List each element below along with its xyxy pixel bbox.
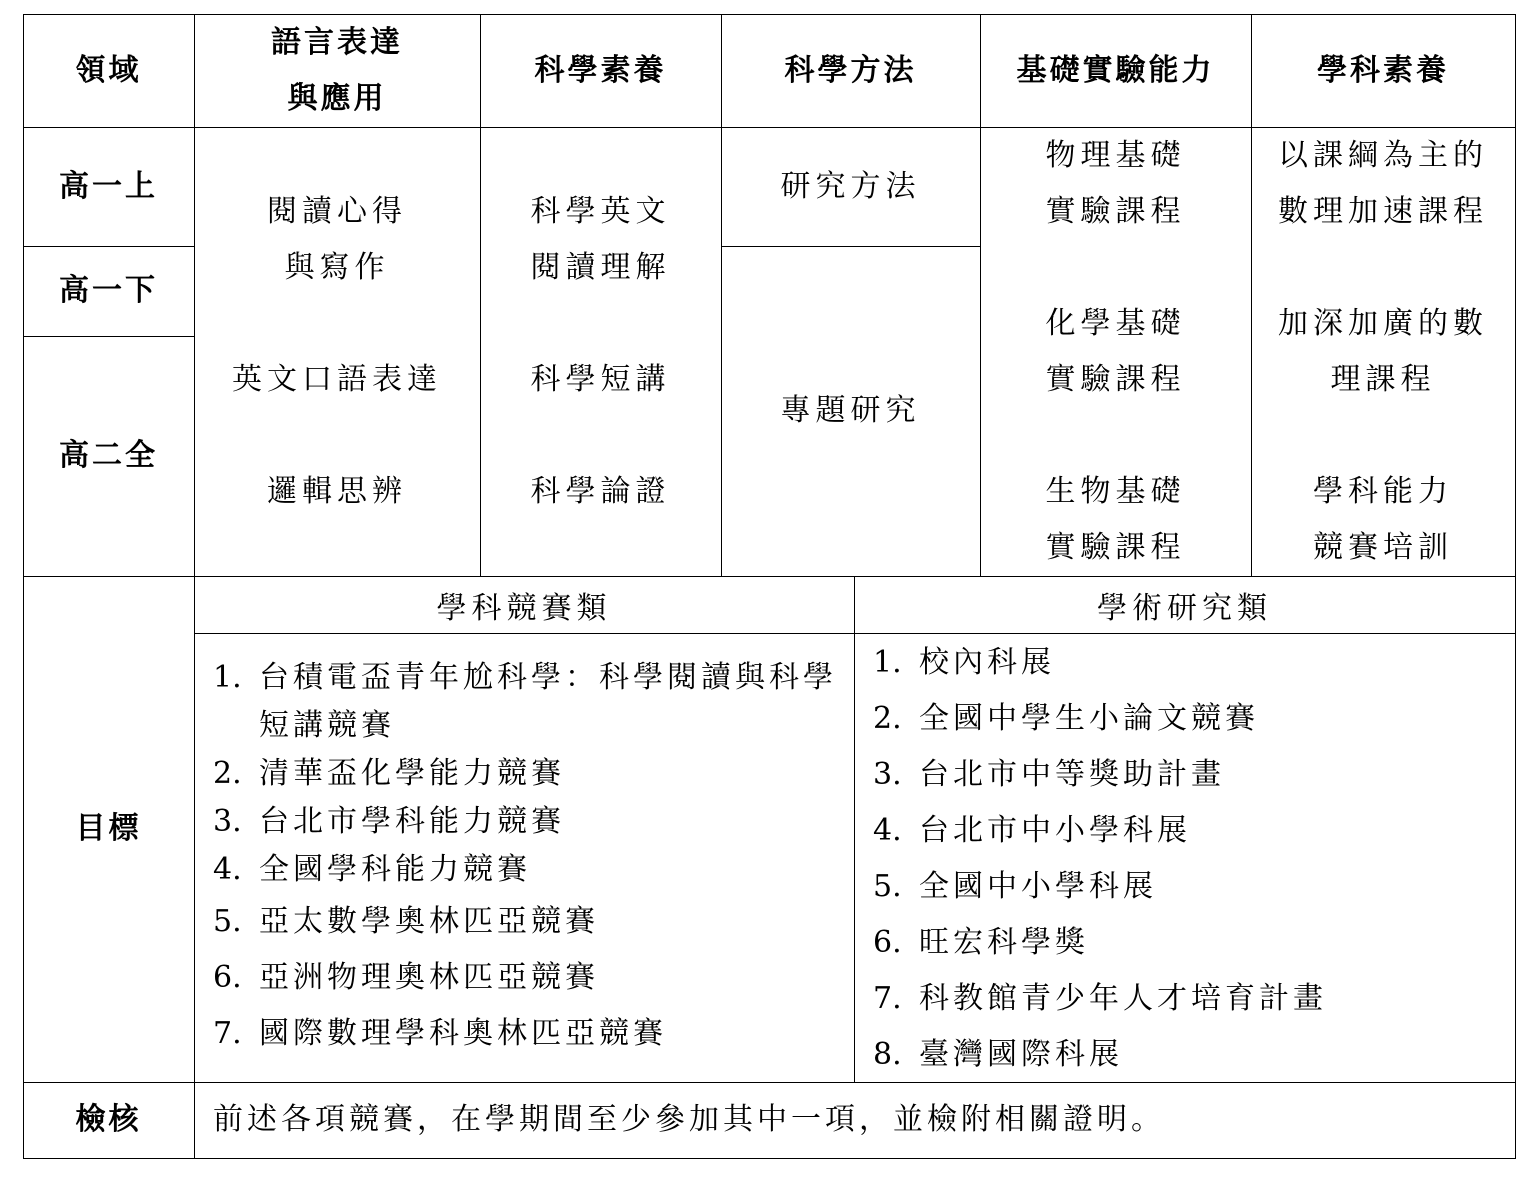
language-item-reading-line-2: 與寫作 bbox=[284, 249, 390, 285]
list-item-number: 4. bbox=[213, 852, 242, 887]
competition-list bbox=[213, 654, 843, 1062]
list-item-number: 5. bbox=[873, 869, 902, 904]
list-item-text: 校內科展 bbox=[919, 645, 1055, 680]
subject-item-competition-training: 學科能力 bbox=[1313, 474, 1453, 509]
list-item-text: 全國中小學科展 bbox=[919, 869, 1157, 904]
language-item-logic: 邏輯思辨 bbox=[267, 473, 407, 509]
row-label-goal-text: 目標 bbox=[75, 811, 142, 846]
lab-item-biology: 生物基礎 bbox=[1045, 474, 1186, 509]
list-item-number: 3. bbox=[213, 804, 242, 839]
header-science-method-text: 科學方法 bbox=[784, 52, 917, 88]
list-item-number: 8. bbox=[873, 1037, 902, 1072]
list-item-text: 全國中學生小論文競賽 bbox=[919, 701, 1259, 736]
literacy-item-argument: 科學論證 bbox=[530, 474, 671, 509]
list-item bbox=[873, 1027, 1503, 1083]
list-item bbox=[873, 691, 1503, 747]
list-item bbox=[873, 747, 1503, 803]
list-item-number: 1. bbox=[213, 660, 242, 695]
list-item-text: 亞洲物理奧林匹亞競賽 bbox=[259, 960, 599, 995]
row-label-g1b-text: 高一下 bbox=[59, 273, 158, 308]
literacy-item-english: 科學英文 bbox=[530, 194, 671, 229]
goal-competition-title bbox=[194, 576, 854, 633]
list-item-number: 2. bbox=[213, 756, 242, 791]
goal-competition-title-text: 學科競賽類 bbox=[436, 590, 612, 626]
header-lab bbox=[980, 14, 1251, 127]
row-label-g2-text: 高二全 bbox=[59, 438, 158, 473]
header-subject-text: 學科素養 bbox=[1317, 52, 1449, 88]
list-item-number: 6. bbox=[873, 925, 902, 960]
list-item-number: 4. bbox=[873, 813, 902, 848]
method-project-text: 專題研究 bbox=[780, 393, 921, 428]
list-item-text: 科教館青少年人才培育計畫 bbox=[919, 981, 1327, 1016]
list-item-number: 7. bbox=[213, 1016, 242, 1051]
row-label-g1b bbox=[23, 246, 194, 336]
list-item-text: 旺宏科學獎 bbox=[919, 925, 1089, 960]
subject-item-competition-training-line-2: 競賽培訓 bbox=[1313, 530, 1453, 565]
row-label-g1a bbox=[23, 127, 194, 246]
list-item-text: 全國學科能力競賽 bbox=[259, 852, 531, 887]
list-item-number: 3. bbox=[873, 757, 902, 792]
list-item-text: 台北市學科能力競賽 bbox=[259, 804, 565, 839]
list-item bbox=[213, 846, 843, 894]
header-science-method bbox=[721, 14, 980, 127]
header-language bbox=[194, 14, 480, 127]
header-science-literacy bbox=[480, 14, 721, 127]
list-item-number: 5. bbox=[213, 904, 242, 939]
list-item-text: 國際數理學科奧林匹亞競賽 bbox=[259, 1016, 667, 1051]
lab-item-physics: 物理基礎 bbox=[1045, 138, 1186, 173]
goal-research-title-text: 學術研究類 bbox=[1097, 590, 1272, 626]
list-item bbox=[213, 750, 843, 798]
lab-item-physics-line-2: 實驗課程 bbox=[1045, 194, 1186, 229]
list-item-text: 台積電盃青年尬科學：科學閱讀與科學短講競賽 bbox=[259, 660, 837, 743]
list-item bbox=[873, 915, 1503, 971]
method-project bbox=[721, 246, 980, 576]
row-label-check bbox=[23, 1082, 194, 1158]
subject-item-advanced: 加深加廣的數 bbox=[1278, 306, 1488, 341]
list-item bbox=[213, 798, 843, 846]
lab-item-chemistry: 化學基礎 bbox=[1045, 306, 1186, 341]
header-domain-text: 領域 bbox=[75, 52, 142, 88]
lab-courses bbox=[980, 127, 1251, 576]
row-label-check-text: 檢核 bbox=[75, 1102, 142, 1137]
subject-courses bbox=[1251, 127, 1515, 576]
header-science-literacy-text: 科學素養 bbox=[534, 52, 667, 88]
header-language-line-1: 語言表達 bbox=[271, 24, 403, 60]
list-item bbox=[213, 950, 843, 1006]
header-domain bbox=[23, 14, 194, 127]
list-item bbox=[873, 971, 1503, 1027]
list-item bbox=[213, 1006, 843, 1062]
row-label-goal bbox=[23, 576, 194, 1082]
row-label-g1a-text: 高一上 bbox=[59, 168, 158, 204]
header-lab-text: 基礎實驗能力 bbox=[1016, 52, 1215, 88]
goal-column-divider bbox=[854, 576, 855, 1083]
table-border-bottom bbox=[23, 1158, 1516, 1159]
literacy-courses bbox=[480, 127, 721, 576]
list-item-number: 2. bbox=[873, 701, 902, 736]
lab-item-biology-line-2: 實驗課程 bbox=[1045, 530, 1186, 565]
subject-item-accelerated: 以課綱為主的 bbox=[1278, 138, 1488, 173]
list-item-number: 6. bbox=[213, 960, 242, 995]
list-item-text: 台北市中等獎助計畫 bbox=[919, 757, 1225, 792]
research-list bbox=[873, 635, 1503, 1083]
list-item-text: 清華盃化學能力競賽 bbox=[259, 756, 565, 791]
check-text-content: 前述各項競賽，在學期間至少參加其中一項，並檢附相關證明。 bbox=[213, 1102, 1165, 1137]
list-item bbox=[213, 654, 843, 750]
literacy-item-english-line-2: 閱讀理解 bbox=[530, 250, 671, 285]
list-item bbox=[873, 803, 1503, 859]
language-courses bbox=[194, 127, 480, 576]
list-item bbox=[213, 894, 843, 950]
list-item-number: 7. bbox=[873, 981, 902, 1016]
language-item-oral-english: 英文口語表達 bbox=[232, 361, 442, 397]
list-item-number: 1. bbox=[873, 645, 902, 680]
goal-research-title bbox=[854, 576, 1515, 633]
literacy-item-short-talk: 科學短講 bbox=[530, 362, 671, 397]
row-label-g2 bbox=[23, 336, 194, 576]
list-item bbox=[873, 635, 1503, 691]
lab-item-chemistry-line-2: 實驗課程 bbox=[1045, 362, 1186, 397]
list-item-text: 亞太數學奧林匹亞競賽 bbox=[259, 904, 599, 939]
list-item bbox=[873, 859, 1503, 915]
language-item-reading: 閱讀心得 bbox=[267, 193, 407, 229]
subject-item-advanced-line-2: 理課程 bbox=[1330, 362, 1436, 397]
method-research-method bbox=[721, 127, 980, 246]
check-text bbox=[194, 1082, 1515, 1158]
table-border-right bbox=[1515, 14, 1516, 1159]
header-language-line-2: 與應用 bbox=[287, 80, 387, 116]
list-item-text: 台北市中小學科展 bbox=[919, 813, 1191, 848]
subject-item-accelerated-line-2: 數理加速課程 bbox=[1278, 194, 1488, 229]
method-research-method-text: 研究方法 bbox=[780, 168, 921, 204]
header-subject bbox=[1251, 14, 1515, 127]
list-item-text: 臺灣國際科展 bbox=[919, 1037, 1123, 1072]
